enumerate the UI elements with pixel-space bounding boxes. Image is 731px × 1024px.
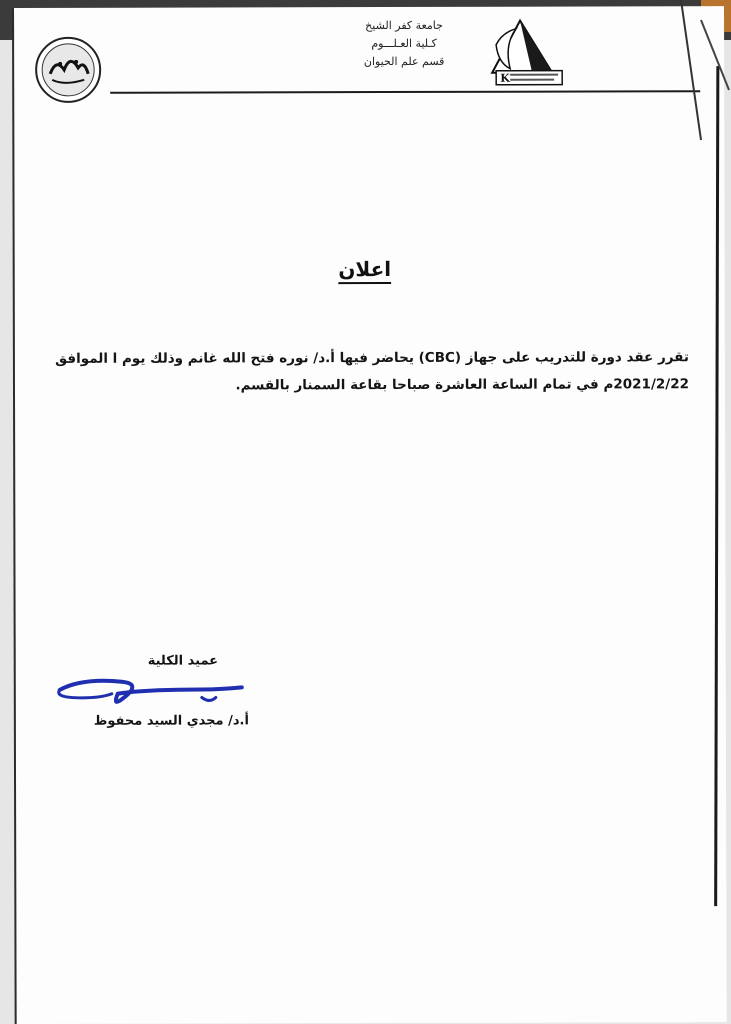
university-name: جامعة كفر الشيخ bbox=[365, 18, 443, 33]
paper-fold-edge bbox=[671, 0, 731, 160]
handwritten-signature bbox=[52, 667, 252, 718]
document-title: اعلان bbox=[338, 257, 392, 282]
announcement-line-1: تقرر عقد دورة للتدريب على جهاز (CBC) يحاضر فيها أ.د/ نوره فتح الله غانم وذلك يوم ا الموافق bbox=[55, 349, 689, 367]
faculty-name: كـلية العـلـــوم bbox=[371, 36, 437, 51]
svg-text:K: K bbox=[500, 71, 510, 85]
university-logo bbox=[482, 15, 564, 89]
signatory-name: أ.د/ مجدي السيد محفوظ bbox=[93, 713, 249, 729]
header-divider bbox=[110, 90, 700, 94]
signature-block bbox=[52, 647, 272, 748]
page-right-border bbox=[714, 66, 719, 906]
document-page bbox=[14, 6, 727, 1024]
header-institution-block bbox=[344, 17, 464, 71]
announcement-line-2: 2021/2/22م في تمام الساعة العاشرة صباحا بقاعة السمنار بالقسم. bbox=[235, 376, 690, 394]
faculty-seal-logo bbox=[34, 36, 102, 104]
announcement-body bbox=[25, 344, 689, 400]
signatory-role: عميد الكلية bbox=[147, 653, 219, 669]
department-name: قسم علم الحيوان bbox=[363, 54, 445, 69]
